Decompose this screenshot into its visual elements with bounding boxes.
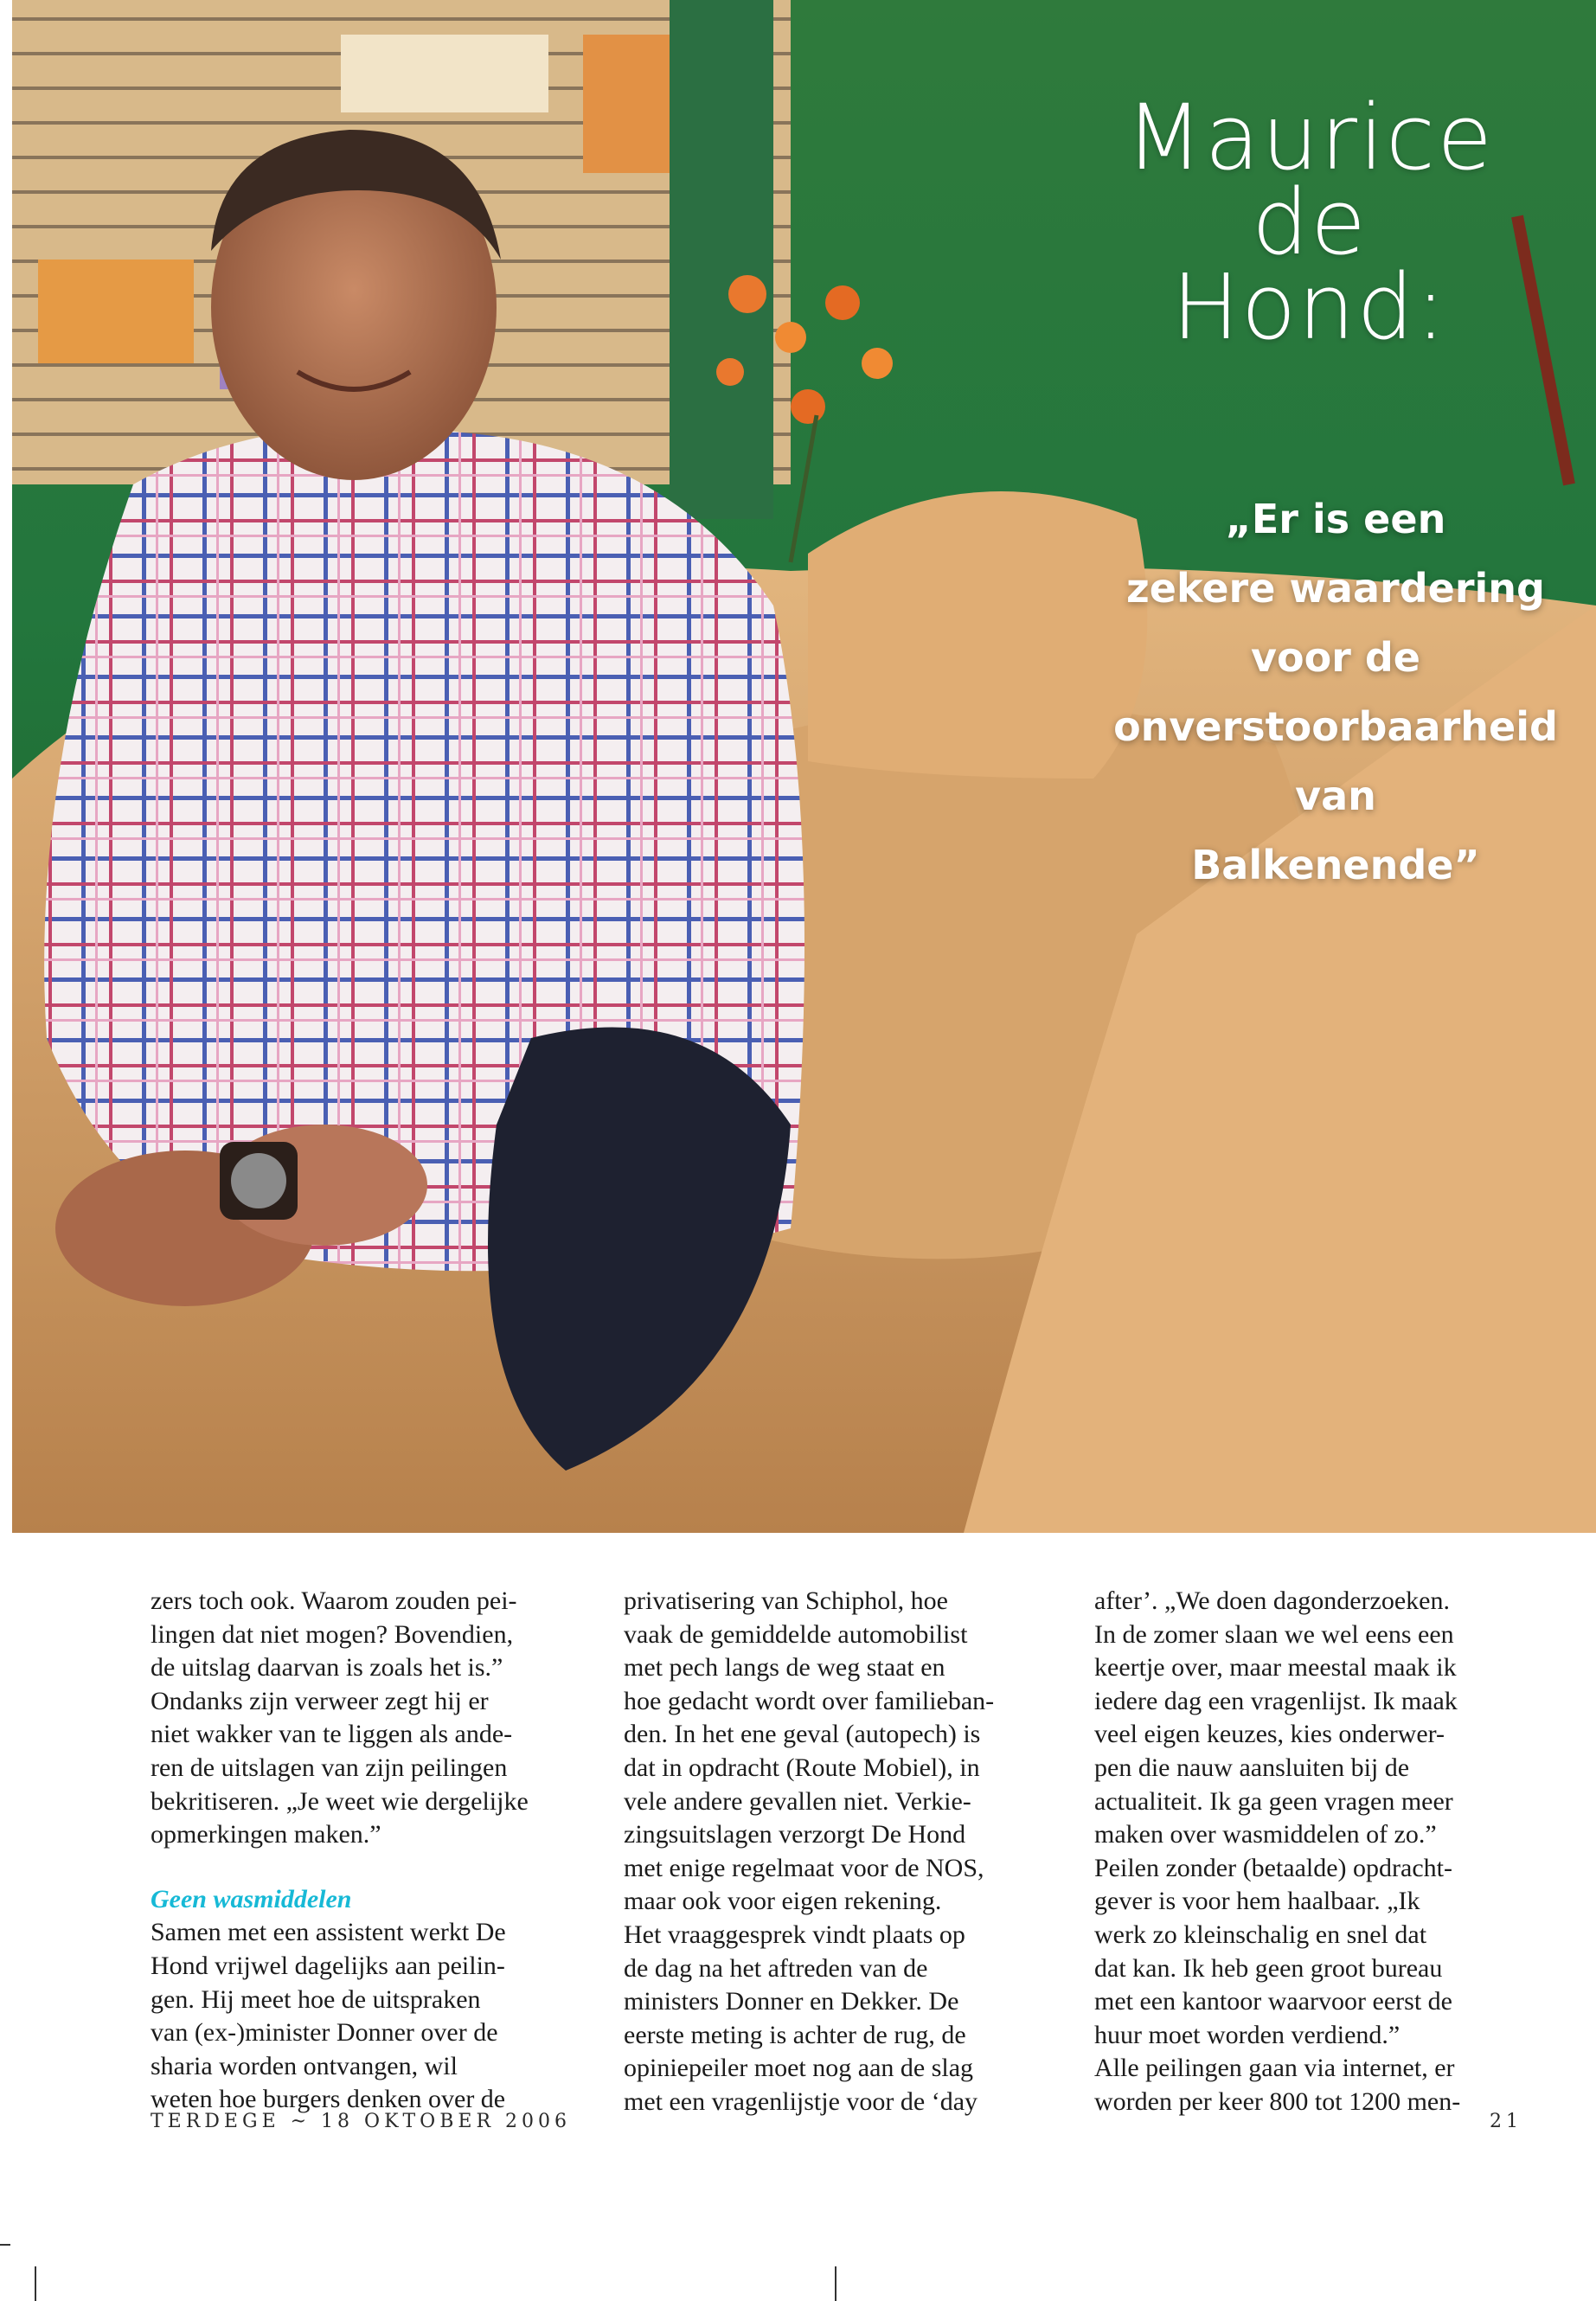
body-line: hoe gedacht wordt over familieban- <box>624 1686 995 1715</box>
text-column-3 <box>1094 1585 1544 2119</box>
body-line: Samen met een assistent werkt De <box>151 1918 506 1947</box>
body-line: opiniepeiler moet nog aan de slag <box>624 2054 974 2083</box>
body-line: met een vragenlijstje voor de ‘day <box>624 2086 978 2116</box>
crop-mark <box>35 2266 36 2301</box>
quote-line: zekere waardering <box>1126 565 1545 612</box>
page-number: 21 <box>1490 2111 1522 2132</box>
body-line: Hond vrijwel dagelijks aan peilin- <box>151 1951 505 1980</box>
body-line: In de zomer slaan we wel eens een <box>1094 1619 1454 1649</box>
body-line: privatisering van Schiphol, hoe <box>624 1586 948 1615</box>
body-line: dat kan. Ik heb geen groot bureau <box>1094 1953 1443 1983</box>
pull-quote <box>1085 484 1586 900</box>
body-line: actualiteit. Ik ga geen vragen meer <box>1094 1786 1453 1816</box>
body-line: van (ex-)minister Donner over de <box>151 2018 498 2048</box>
body-line: de dag na het aftreden van de <box>624 1953 928 1983</box>
quote-line: voor de <box>1250 634 1421 681</box>
quote-line: van <box>1295 772 1376 819</box>
body-line: huur moet worden verdiend.” <box>1094 2020 1401 2049</box>
crop-mark <box>0 2244 10 2246</box>
body-line: iedere dag een vragenlijst. Ik maak <box>1094 1686 1458 1715</box>
body-line: ministers Donner en Dekker. De <box>624 1987 959 2016</box>
headline-line: de <box>1252 170 1368 275</box>
body-line: gen. Hij meet hoe de uitspraken <box>151 1984 481 2014</box>
body-line: maar ook voor eigen rekening. <box>624 1887 942 1916</box>
body-line: sharia worden ontvangen, wil <box>151 2051 458 2080</box>
body-line: niet wakker van te liggen als ande- <box>151 1720 513 1749</box>
crop-mark <box>835 2266 836 2301</box>
text-column-2 <box>624 1585 1074 2119</box>
body-line: pen die nauw aansluiten bij de <box>1094 1753 1410 1782</box>
body-line: werk zo kleinschalig en snel dat <box>1094 1920 1427 1949</box>
text-column-1 <box>151 1585 600 2117</box>
body-line: met pech langs de weg staat en <box>624 1653 945 1682</box>
body-line: weten hoe burgers denken over de <box>151 2085 506 2114</box>
body-line: zers toch ook. Waarom zouden pei- <box>151 1586 517 1615</box>
body-line: worden per keer 800 tot 1200 men- <box>1094 2086 1461 2116</box>
body-line: zingsuitslagen verzorgt De Hond <box>624 1820 966 1849</box>
body-line: Het vraaggesprek vindt plaats op <box>624 1920 965 1949</box>
body-line: met enige regelmaat voor de NOS, <box>624 1853 984 1882</box>
body-line: after’. „We doen dagonderzoeken. <box>1094 1586 1450 1615</box>
body-line: de uitslag daarvan is zoals het is.” <box>151 1653 503 1682</box>
body-line: dat in opdracht (Route Mobiel), in <box>624 1753 980 1782</box>
body-line: opmerkingen maken.” <box>151 1820 381 1849</box>
body-line: met een kantoor waarvoor eerst de <box>1094 1987 1452 2016</box>
body-line: keertje over, maar meestal maak ik <box>1094 1653 1457 1682</box>
body-line: eerste meting is achter de rug, de <box>624 2020 966 2049</box>
body-line: Ondanks zijn verweer zegt hij er <box>151 1686 489 1715</box>
body-line: ren de uitslagen van zijn peilingen <box>151 1753 508 1782</box>
footer-publication: TERDEGE ~ 18 OKTOBER 2006 <box>151 2111 571 2132</box>
section-subheading: Geen wasmiddelen <box>151 1884 352 1913</box>
body-line: maken over wasmiddelen of zo.” <box>1094 1820 1437 1849</box>
body-line: vaak de gemiddelde automobilist <box>624 1619 968 1649</box>
article-headline <box>1033 85 1586 360</box>
headline-line: Maurice <box>1125 85 1495 190</box>
headline-line: Hond: <box>1171 254 1448 360</box>
body-line: vele andere gevallen niet. Verkie- <box>624 1786 971 1816</box>
body-line: Alle peilingen gaan via internet, er <box>1094 2054 1455 2083</box>
body-line: veel eigen keuzes, kies onderwer- <box>1094 1720 1445 1749</box>
body-line: lingen dat niet mogen? Bovendien, <box>151 1619 514 1649</box>
quote-line: „Er is een <box>1225 496 1446 542</box>
body-line: bekritiseren. „Je weet wie dergelijke <box>151 1786 529 1816</box>
body-line: den. In het ene geval (autopech) is <box>624 1720 981 1749</box>
quote-line: onverstoorbaarheid <box>1113 703 1558 750</box>
body-line: Peilen zonder (betaalde) opdracht- <box>1094 1853 1452 1882</box>
hero-photo <box>12 0 1596 1533</box>
body-line: gever is voor hem haalbaar. „Ik <box>1094 1887 1420 1916</box>
quote-line: Balkenende” <box>1191 842 1480 888</box>
